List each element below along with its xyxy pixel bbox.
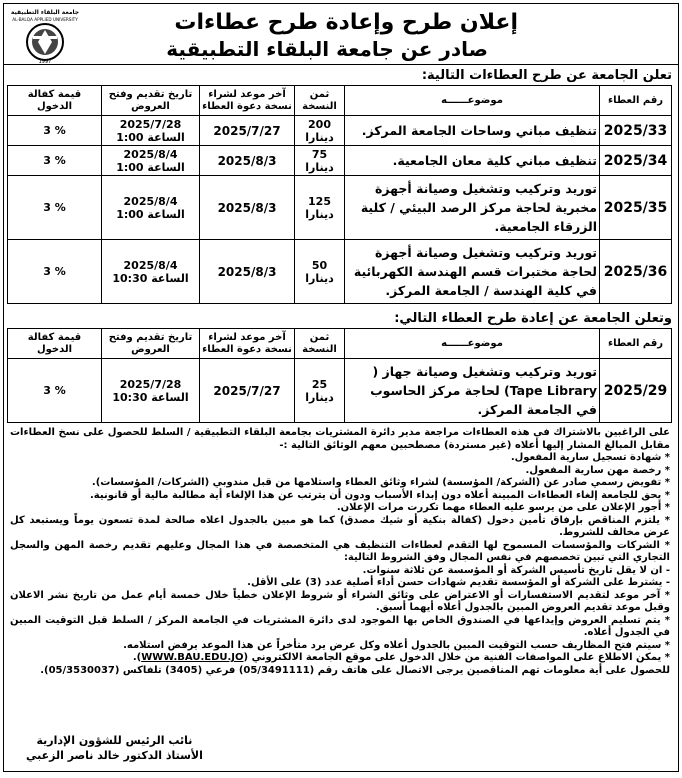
website-line: [10, 652, 670, 665]
bond-value: 3 %: [8, 240, 102, 304]
intro-paragraph: على الراغبين بالاشتراك في هذه العطاءات مراجعة مدير دائرة المشتريات بجامعة البلقاء التطبيقية / السلط للحصول على نسخ العطاءات مقابل المبالغ المشار إليها أعلاه (غير مستردة) مصطحبين معهم الوثائق التالية :-: [10, 427, 670, 451]
signature-block: [26, 733, 203, 763]
bond-value: 3 %: [8, 176, 102, 240]
condition-item: * الشركات والمؤسسات المسموح لها التقدم لعطاءات التنظيف هي المتخصصة في هذا المجال وعليهم تقديم رخصة المهن والسجل التجاري التي تبين تخصصهم في نفس المجال وفق الشروط التالية:: [10, 539, 670, 563]
open-time: الساعة 10:30: [112, 390, 189, 404]
tender-subject: توريد وتركيب وتشغيل وصيانة جهاز ( Tape Library) لحاجة مركز الحاسوب في الجامعة المركز.: [345, 359, 600, 423]
header: [4, 4, 678, 65]
tenders-table: [7, 85, 672, 304]
signature-title: نائب الرئيس للشؤون الإدارية: [36, 734, 193, 747]
table-row: [8, 116, 672, 146]
title-line1: إعلان طرح وإعادة طرح عطاءات: [174, 10, 518, 35]
col-subject: موضوعــــــه: [345, 329, 600, 359]
tender-number: 2025/34: [600, 146, 672, 176]
university-logo: [10, 6, 80, 64]
website-link[interactable]: WWW.BAU.EDU.JO: [141, 652, 244, 663]
tender-number: 2025/33: [600, 116, 672, 146]
condition-item: * تفويض رسمي صادر عن (الشركة/ المؤسسة) لشراء وثائق العطاء واستلامها من قبل مندوبي (الشركات/ المؤسسات).: [91, 477, 670, 488]
tender-number: 2025/35: [600, 176, 672, 240]
bond-value: 3 %: [8, 116, 102, 146]
col-tender-number: رقم العطاء: [600, 86, 672, 116]
open-time: الساعة 10:30: [112, 271, 189, 285]
purchase-deadline: 2025/7/27: [200, 359, 295, 423]
announcement-page: [3, 3, 679, 772]
purchase-deadline: 2025/8/3: [200, 176, 295, 240]
tender-number: 2025/29: [600, 359, 672, 423]
title-line2: صادر عن جامعة البلقاء التطبيقية: [166, 37, 488, 61]
condition-item: * سيتم فتح المظاريف حسب التوقيت المبين بالجدول أعلاه وكل عرض يرد متأخراً عن هذا الموعد يرفض استلامه.: [123, 639, 670, 651]
tender-price: 50 دينارا: [295, 240, 345, 304]
open-date-cell: [102, 116, 200, 146]
table-row: [8, 146, 672, 176]
contact-line: للحصول على أية معلومات تهم المناقصين يرجى الاتصال على هاتف رقم (05/3491111) فرعي (3405) تلفاكس (05/3530037).: [40, 664, 670, 676]
signature-name: الأستاذ الدكتور خالد ناصر الزعبي: [26, 749, 203, 762]
condition-item: * رخصة مهن سارية المفعول.: [525, 464, 670, 476]
col-price: ثمن النسخة: [295, 329, 345, 359]
tender-price: 200 دينارا: [295, 116, 345, 146]
col-bond: قيمة كفالة الدخول: [8, 86, 102, 116]
table-row: [8, 240, 672, 304]
condition-item: * يحق للجامعة إلغاء العطاءات المبينة أعلاه دون إبداء الأسباب ودون أن يترتب عن هذا الإلغاء أية مطالبة مالية أو قانونية.: [90, 489, 670, 501]
tender-subject: توريد وتركيب وتشغيل وصيانة أجهزة مخبرية لحاجة مركز الرصد البيئي / كلية الزرقاء الجامعية.: [345, 176, 600, 240]
purchase-deadline: 2025/8/3: [200, 146, 295, 176]
svg-text:AL-BALQA APPLIED UNIVERSITY: AL-BALQA APPLIED UNIVERSITY: [12, 17, 78, 22]
tender-price: 75 دينارا: [295, 146, 345, 176]
open-date: 2025/7/28: [119, 117, 182, 131]
col-price: ثمن النسخة: [295, 86, 345, 116]
open-date-cell: [102, 359, 200, 423]
section1-heading: تعلن الجامعة عن طرح العطاءات التالية:: [421, 68, 672, 83]
open-date-cell: [102, 176, 200, 240]
website-prefix: * يمكن الاطلاع على المواصفات الفنية من خلال الدخول على موقع الجامعة الالكتروني (: [243, 652, 670, 663]
open-time: الساعة 1:00: [116, 130, 185, 144]
col-bond: قيمة كفالة الدخول: [8, 329, 102, 359]
section2-heading: وتعلن الجامعة عن إعادة طرح العطاء التالي:: [394, 311, 672, 326]
bond-value: 3 %: [8, 359, 102, 423]
open-date: 2025/8/4: [123, 258, 178, 272]
conditions-text: [4, 423, 678, 677]
table-row: [8, 359, 672, 423]
condition-item: * شهادة تسجيل سارية المفعول.: [510, 452, 670, 463]
open-date: 2025/8/4: [123, 194, 178, 208]
website-suffix: ).: [132, 652, 142, 663]
col-purchase-deadline: آخر موعد لشراء نسخة دعوة العطاء: [200, 329, 295, 359]
col-purchase-deadline: آخر موعد لشراء نسخة دعوة العطاء: [200, 86, 295, 116]
condition-item: * يتم تسليم العروض وإيداعها في الصندوق الخاص بها الموجود لدى دائرة المشتريات في الجامعة المركز / السلط قبل التوقيت المبين في الجدول أعلاه.: [10, 614, 670, 638]
open-date: 2025/7/28: [119, 377, 182, 391]
purchase-deadline: 2025/8/3: [200, 240, 295, 304]
tender-subject: تنظيف مباني كلية معان الجامعية.: [345, 146, 600, 176]
col-tender-number: رقم العطاء: [600, 329, 672, 359]
retender-table: [7, 328, 672, 423]
condition-item: * يلتزم المناقص بإرفاق تأمين دخول (كفالة بنكية أو شيك مصدق) كما هو مبين بالجدول اعلاه صالحة لمدة تسعون يوماً ويستبعد كل عرض مخالف للشروط.: [10, 514, 670, 538]
open-date: 2025/8/4: [123, 147, 178, 161]
condition-item: * أجور الإعلان على من يرسو عليه العطاء مهما تكررت مرات الإعلان.: [336, 502, 670, 513]
svg-text:1997: 1997: [38, 59, 52, 64]
tender-price: 125 دينارا: [295, 176, 345, 240]
open-date-cell: [102, 146, 200, 176]
table-row: [8, 176, 672, 240]
open-time: الساعة 1:00: [116, 160, 185, 174]
tender-number: 2025/36: [600, 240, 672, 304]
open-date-cell: [102, 240, 200, 304]
purchase-deadline: 2025/7/27: [200, 116, 295, 146]
condition-item: - يشترط على الشركة أو المؤسسة تقديم شهادات حسن أداء أصلية عدد (3) على الأقل.: [247, 577, 670, 588]
tender-price: 25 دينارا: [295, 359, 345, 423]
bond-value: 3 %: [8, 146, 102, 176]
tender-subject: توريد وتركيب وتشغيل وصيانة أجهزة لحاجة مختبرات قسم الهندسة الكهربائية في كلية الهندسة / الجامعة المركز.: [345, 240, 600, 304]
svg-text:جامعة البلقاء التطبيقية: جامعة البلقاء التطبيقية: [10, 9, 80, 16]
condition-item: - ان لا يقل تاريخ تأسيس الشركة أو المؤسسة عن ثلاثة سنوات.: [362, 564, 670, 576]
col-open-date: تاريخ تقديم وفتح العروض: [102, 86, 200, 116]
col-open-date: تاريخ تقديم وفتح العروض: [102, 329, 200, 359]
condition-item: * آخر موعد لتقديم الاستفسارات أو الاعتراض على وثائق الشراء أو شروط الإعلان خطياً خلال خمسة أيام عمل من تاريخ نشر الاعلان وقبل موعد تقديم العروض المبين بالجدول أعلاه أيهما أسبق.: [10, 589, 670, 613]
tender-subject: تنظيف مباني وساحات الجامعة المركز.: [345, 116, 600, 146]
col-subject: موضوعــــــه: [345, 86, 600, 116]
open-time: الساعة 1:00: [116, 207, 185, 221]
